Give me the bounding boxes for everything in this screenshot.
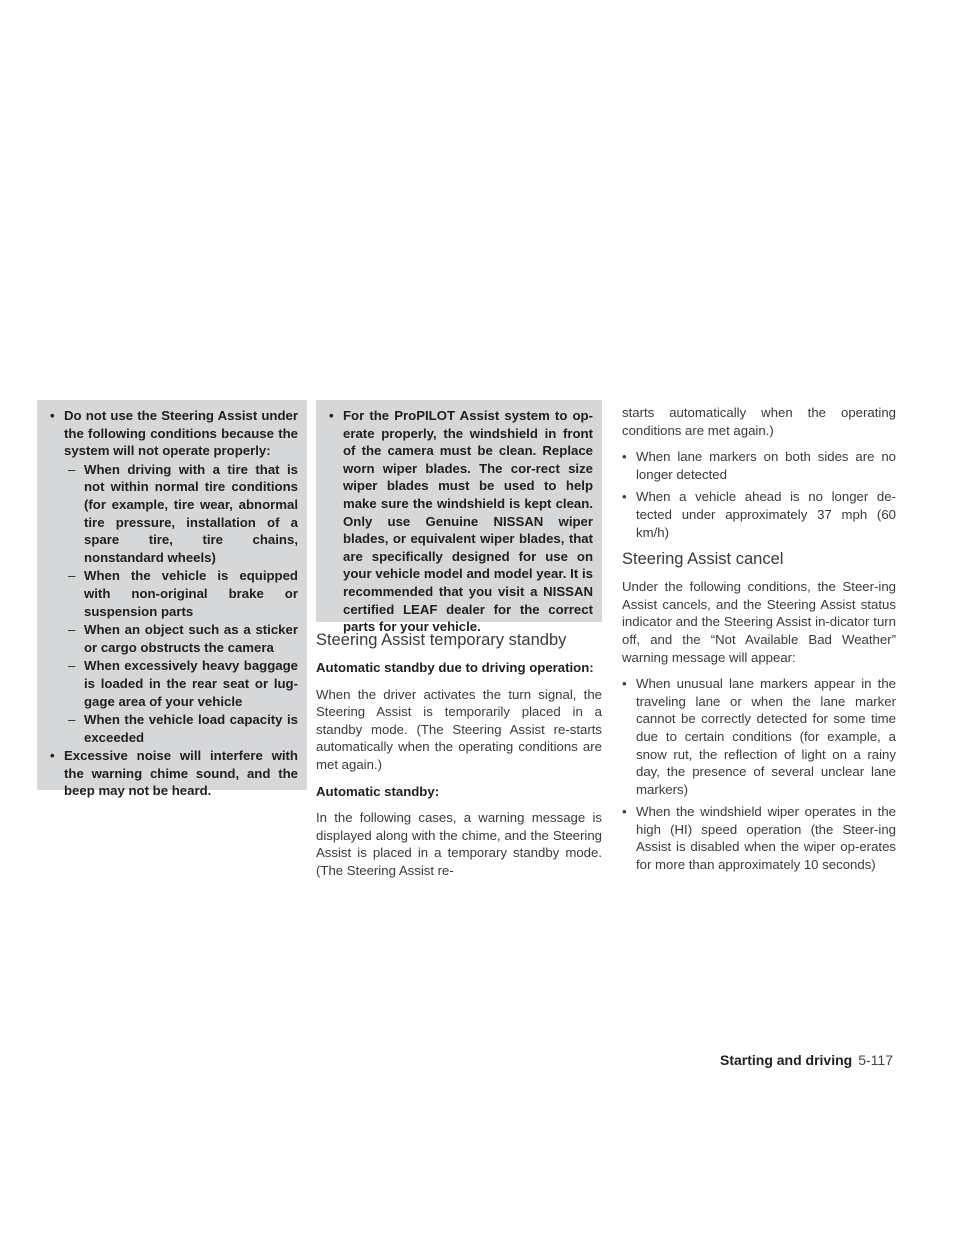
paragraph: Under the following conditions, the Steer-ing Assist cancels, and the Steering Assist status indicator and the Steering Assist in-dicator turn off, and the “Not Available Bad Weather” warning message will appear: bbox=[622, 579, 896, 665]
paragraph: When the driver activates the turn signal, the Steering Assist is temporarily placed in a standby mode. (The Steering Assist re-starts automatically when the operating conditions are met again.) bbox=[316, 686, 602, 772]
cancel-condition-list bbox=[622, 675, 896, 874]
warning-bullet: • Excessive noise will interfere with the warning chime sound, and the beep may not be heard. bbox=[46, 747, 298, 800]
warning-dash-item: – When the vehicle load capacity is exceeded bbox=[46, 711, 298, 746]
list-item: • When a vehicle ahead is no longer de-tected under approximately 37 mph (60 km/h) bbox=[622, 488, 896, 541]
subheading-driving-operation: Automatic standby due to driving operation: bbox=[316, 660, 594, 675]
warning-bullet: • Do not use the Steering Assist under the following conditions because the system will not operate properly: bbox=[46, 407, 298, 460]
section-title-temporary-standby: Steering Assist temporary standby bbox=[316, 631, 567, 649]
column-right bbox=[622, 404, 896, 880]
list-item: • When the windshield wiper operates in the high (HI) speed operation (the Steer-ing Assist is disabled when the wiper op-erates for more than approximately 10 seconds) bbox=[622, 803, 896, 873]
page-footer bbox=[720, 1052, 893, 1068]
column-left bbox=[37, 400, 307, 799]
footer-section-name: Starting and driving bbox=[719, 1052, 853, 1068]
warning-box-windshield bbox=[316, 400, 602, 635]
list-item: • When unusual lane markers appear in the traveling lane or when the lane marker cannot be correctly detected for some time due to certain conditions (for example, a snow rut, the reflection of light on a rainy day, the presence of several unclear lane markers) bbox=[622, 675, 896, 798]
warning-bullet: • For the ProPILOT Assist system to op-erate properly, the windshield in front of the camera must be clean. Replace worn wiper blades. The cor-rect size wiper blades must be used to help make sure the windshield is kept clean. Only use Genuine NISSAN wiper blades, or equivalent wiper blades, that are specifically designed for use on your vehicle model and model year. It is recommended that you visit a NISSAN certified LEAF dealer for the correct parts for your vehicle. bbox=[325, 407, 593, 636]
warning-dash-item: – When driving with a tire that is not within normal tire conditions (for example, tire wear, abnormal tire pressure, installation of a spare tire, tire chains, nonstandard wheels) bbox=[46, 461, 298, 567]
warning-box-steering-conditions bbox=[37, 400, 307, 799]
section-title-cancel: Steering Assist cancel bbox=[622, 550, 784, 569]
standby-case-list bbox=[622, 448, 896, 541]
paragraph: In the following cases, a warning message is displayed along with the chime, and the Steering Assist is placed in a temporary standby mode. (The Steering Assist re- bbox=[316, 810, 602, 878]
warning-dash-item: – When the vehicle is equipped with non-original brake or suspension parts bbox=[46, 567, 298, 620]
column-middle bbox=[316, 400, 602, 889]
warning-dash-item: – When excessively heavy baggage is loaded in the rear seat or lug-gage area of your vehicle bbox=[46, 657, 298, 710]
warning-dash-item: – When an object such as a sticker or cargo obstructs the camera bbox=[46, 621, 298, 656]
list-item: • When lane markers on both sides are no longer detected bbox=[622, 448, 896, 483]
paragraph-continued: starts automatically when the operating conditions are met again.) bbox=[622, 405, 896, 438]
subheading-automatic-standby: Automatic standby: bbox=[316, 783, 440, 799]
page-number: 5-117 bbox=[858, 1052, 893, 1068]
